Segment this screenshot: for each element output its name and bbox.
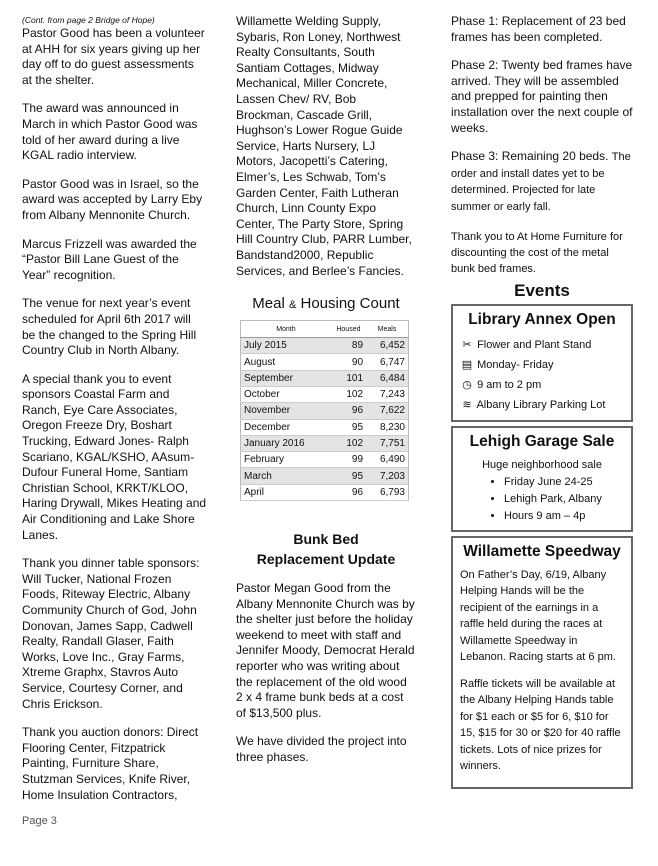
page-number: Page 3 bbox=[22, 815, 57, 827]
housed-cell: 101 bbox=[331, 370, 366, 386]
phase-1: Phase 1: Replacement of 23 bed frames has been completed. bbox=[451, 14, 626, 44]
paragraph: Pastor Good has been a volunteer at AHH for six years giving up her day off to do guest assessments at the shelter. bbox=[22, 26, 205, 87]
willamette-speedway-box bbox=[451, 536, 633, 789]
paragraph: Raffle tickets will be available at the Albany Helping Hands table for $1 each or $5 for 6, $10 for 15, $15 for 30 or $20 for 40 raffle tickets. Lots of nice prizes for winners. bbox=[460, 677, 621, 773]
housed-cell: 95 bbox=[331, 468, 366, 484]
meals-cell: 6,484 bbox=[366, 370, 408, 386]
table-row bbox=[241, 484, 409, 500]
paragraph: Pastor Good was in Israel, so the award was accepted by Larry Eby from Albany Mennonite Church. bbox=[22, 176, 203, 222]
event-title: Library Annex Open bbox=[468, 310, 616, 328]
month-cell: February bbox=[241, 452, 331, 468]
column-left bbox=[22, 14, 207, 816]
event-title: Lehigh Garage Sale bbox=[469, 432, 615, 450]
month-cell: November bbox=[241, 403, 331, 419]
clock-icon: ◷ bbox=[462, 378, 472, 391]
housed-cell: 102 bbox=[331, 386, 366, 402]
table-header-row bbox=[241, 321, 409, 338]
month-cell: July 2015 bbox=[241, 338, 331, 354]
phase-3: Phase 3: Remaining 20 beds. The order and install dates yet to be determined. Projected for late summer or early fall. bbox=[451, 149, 631, 213]
calendar-icon: ▤ bbox=[461, 358, 473, 371]
event-title: Willamette Speedway bbox=[463, 542, 621, 560]
paragraph: Thank you dinner table sponsors: Will Tucker, National Frozen Foods, Riteway Electric, Albany Community Church of God, John Donovan, James Sapp, Cadwell Realty, Randall Glaser, Faith Works, Love Inc., Gray Farms, Xtreme Graphx, Stavros Auto Service, Courtesy Corner, and Chris Erickson. bbox=[22, 556, 200, 711]
paragraph: The venue for next year’s event scheduled for April 6th 2017 will be the changed to the Spring Hill Country Club in North Albany. bbox=[22, 296, 197, 358]
table-row bbox=[241, 435, 409, 451]
month-cell: January 2016 bbox=[241, 435, 331, 451]
library-annex-box bbox=[451, 304, 633, 422]
meals-cell: 7,622 bbox=[366, 403, 408, 419]
events-heading: Events bbox=[514, 280, 570, 300]
housed-cell: 90 bbox=[331, 354, 366, 370]
month-cell: March bbox=[241, 468, 331, 484]
event-subtitle: Huge neighborhood sale bbox=[482, 458, 602, 471]
column-middle bbox=[236, 14, 416, 779]
meals-cell: 6,490 bbox=[366, 452, 408, 468]
bunk-bed-heading: Bunk Bed Replacement Update bbox=[256, 531, 396, 568]
parking-icon: ≋ bbox=[462, 398, 472, 411]
meal-table-title: Meal & Housing Count bbox=[252, 295, 400, 313]
table-row bbox=[241, 386, 409, 402]
phase-2: Phase 2: Twenty bed frames have arrived. They will be assembled and prepped for painting then installation over the next couple of weeks. bbox=[451, 58, 633, 135]
table-row bbox=[241, 370, 409, 386]
list-item: • Hours 9 am – 4p bbox=[504, 508, 624, 525]
column-header: Month bbox=[241, 321, 331, 338]
month-cell: September bbox=[241, 370, 331, 386]
housed-cell: 95 bbox=[331, 419, 366, 435]
paragraph: The award was announced in March in which Pastor Good was told of her award during a live KGAL radio interview. bbox=[22, 101, 198, 163]
housed-cell: 89 bbox=[331, 338, 366, 354]
housed-cell: 96 bbox=[331, 403, 366, 419]
table-row bbox=[241, 419, 409, 435]
event-detail-list bbox=[460, 474, 624, 525]
paragraph: A special thank you to event sponsors Coastal Farm and Ranch, Eye Care Associates, Oregon Freeze Dry, Boshart Trucking, Edward Jones- Ralph Scariano, KGAL/KSHO, AAsum-Dufour Funeral Home, Santiam Christian School, KRKT/KLOO, Haring Drywall, Mikes Heating and Air Conditioning and Lake Shore Lanes. bbox=[22, 371, 207, 542]
housed-cell: 96 bbox=[331, 484, 366, 500]
table-row bbox=[241, 468, 409, 484]
event-detail: ≋ Albany Library Parking Lot bbox=[460, 395, 624, 415]
housed-cell: 99 bbox=[331, 452, 366, 468]
month-cell: October bbox=[241, 386, 331, 402]
lehigh-garage-sale-box bbox=[451, 426, 633, 532]
month-cell: December bbox=[241, 419, 331, 435]
donor-list-continued: Willamette Welding Supply, Sybaris, Ron Loney, Northwest Realty Consultants, South Santiam Cottages, Midway Mechanical, Miller Concrete, Lassen Chev/ RV, Bob Brockman, Cascade Grill, Hughson’s Lower Rogue Guide Service, Harts Nursery, LJ Motors, Jacopetti’s Catering, Elmer’s, Les Schwab, Tom’s Garden Center, Faith Lutheran Church, Linn County Expo Center, The Party Store, Spring Hill Country Club, PARR Lumber, Bandstand2000, Republic Services, and Berlee’s Fancies. bbox=[236, 14, 412, 278]
column-header: Meals bbox=[366, 321, 408, 338]
paragraph: On Father’s Day, 6/19, Albany Helping Hands will be the recipient of the earnings in a raffle held during the races at Willamette Speedway in Lebanon. Racing starts at 6 pm. bbox=[460, 568, 616, 664]
column-header: Housed bbox=[331, 321, 366, 338]
paragraph: Thank you auction donors: Direct Flooring Center, Fitzpatrick Painting, Furniture Share, Stutzman Services, Knife River, Home Insulation Contractors, bbox=[22, 725, 199, 802]
meals-cell: 7,751 bbox=[366, 435, 408, 451]
housed-cell: 102 bbox=[331, 435, 366, 451]
meals-cell: 7,203 bbox=[366, 468, 408, 484]
list-item: • Friday June 24-25 bbox=[504, 474, 624, 491]
list-item: • Lehigh Park, Albany bbox=[504, 491, 624, 508]
meals-cell: 8,230 bbox=[366, 419, 408, 435]
meals-cell: 6,793 bbox=[366, 484, 408, 500]
flower-icon: ✂ bbox=[462, 338, 472, 351]
thanks-note: Thank you to At Home Furniture for discounting the cost of the metal bunk bed frames. bbox=[451, 230, 623, 275]
meal-housing-table bbox=[240, 320, 409, 501]
continuation-note: (Cont. from page 2 Bridge of Hope) bbox=[22, 15, 155, 25]
paragraph: We have divided the project into three phases. bbox=[236, 734, 407, 764]
table-row bbox=[241, 338, 409, 354]
month-cell: August bbox=[241, 354, 331, 370]
event-detail: ▤ Monday- Friday bbox=[460, 355, 624, 375]
paragraph: Marcus Frizzell was awarded the “Pastor Bill Lane Guest of the Year” recognition. bbox=[22, 236, 197, 282]
event-detail: ✂ Flower and Plant Stand bbox=[460, 335, 624, 355]
meals-cell: 7,243 bbox=[366, 386, 408, 402]
paragraph: Pastor Megan Good from the Albany Mennonite Church was by the shelter just before the holiday weekend to meet with staff and Jennifer Moody, Democrat Herald reporter who was writing about the replacement of the old wood 2 x 4 frame bunk beds at a cost of $13,500 plus. bbox=[236, 581, 415, 720]
event-detail: ◷ 9 am to 2 pm bbox=[460, 375, 624, 395]
table-row bbox=[241, 354, 409, 370]
column-right bbox=[451, 14, 633, 793]
meals-cell: 6,747 bbox=[366, 354, 408, 370]
month-cell: April bbox=[241, 484, 331, 500]
table-row bbox=[241, 452, 409, 468]
meals-cell: 6,452 bbox=[366, 338, 408, 354]
table-row bbox=[241, 403, 409, 419]
